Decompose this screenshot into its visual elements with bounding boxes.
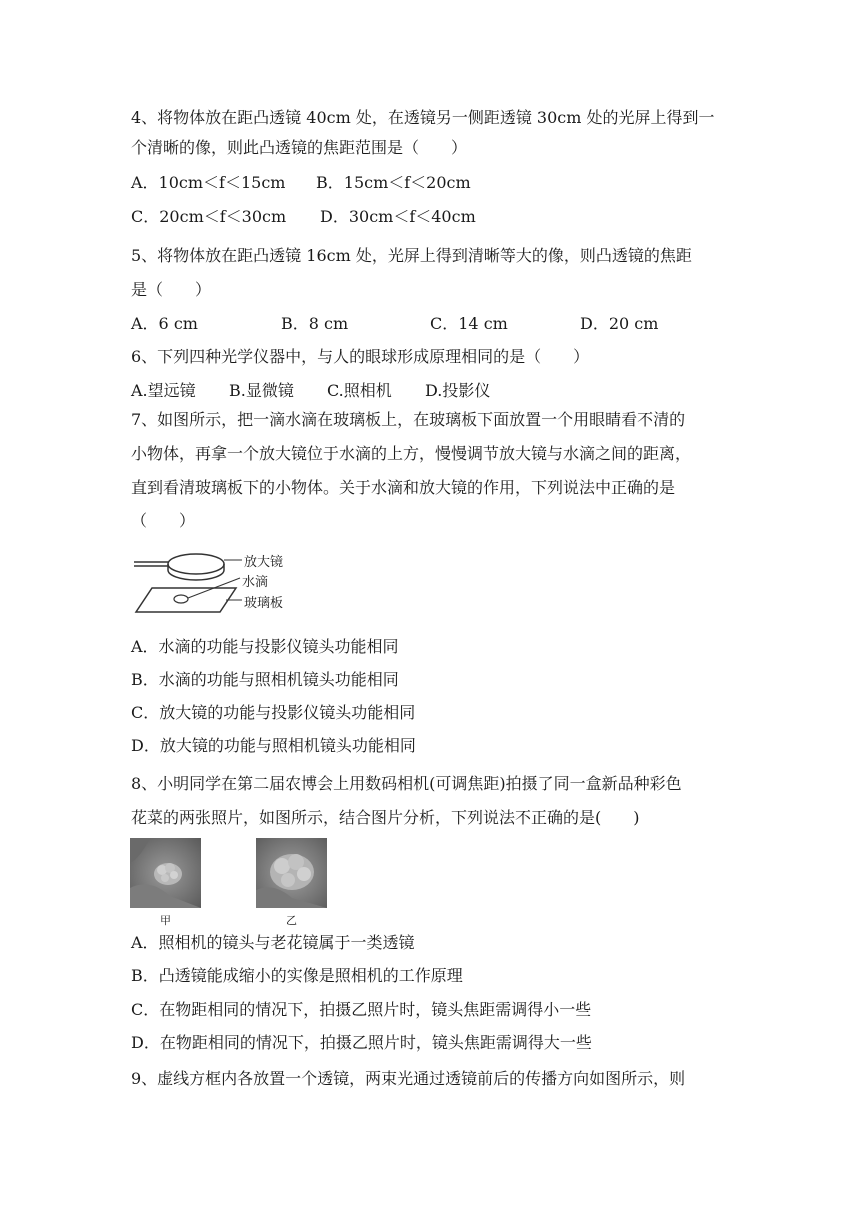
- magnifier-lens: [168, 554, 224, 574]
- q7-option-d: D．放大镜的功能与照相机镜头功能相同: [131, 736, 416, 755]
- q7-option-c: C．放大镜的功能与投影仪镜头功能相同: [131, 703, 416, 722]
- water-drop: [174, 595, 188, 603]
- q5-option-b: B．8 cm: [281, 314, 349, 333]
- q5-stem-line2: 是（ ）: [131, 280, 212, 299]
- q6-stem: 6、下列四种光学仪器中，与人的眼球形成原理相同的是（ ）: [131, 347, 590, 366]
- label-water-drop: 水滴: [242, 575, 269, 590]
- q7-stem-line1: 7、如图所示，把一滴水滴在玻璃板上，在玻璃板下面放置一个用眼睛看不清的: [131, 410, 686, 429]
- label-glass-plate: 玻璃板: [244, 596, 284, 611]
- photo-jia-image: [130, 838, 201, 908]
- caption-jia: 甲: [160, 914, 171, 927]
- q8-option-d: D．在物距相同的情况下，拍摄乙照片时，镜头焦距需调得大一些: [131, 1033, 592, 1052]
- caption-yi: 乙: [286, 914, 297, 927]
- q4-stem-line2: 个清晰的像，则此凸透镜的焦距范围是（ ）: [131, 138, 468, 157]
- photo-yi: [256, 838, 327, 908]
- q8-option-a: A．照相机的镜头与老花镜属于一类透镜: [131, 933, 415, 952]
- q9-stem-line1: 9、虚线方框内各放置一个透镜，两束光通过透镜前后的传播方向如图所示，则: [131, 1069, 686, 1088]
- photo-jia: [130, 838, 201, 908]
- q7-option-a: A．水滴的功能与投影仪镜头功能相同: [131, 637, 399, 656]
- q6-option-a: A.望远镜: [131, 381, 196, 400]
- q7-stem-line2: 小物体，再拿一个放大镜位于水滴的上方，慢慢调节放大镜与水滴之间的距离，: [131, 444, 692, 463]
- q4-stem-line1: 4、将物体放在距凸透镜 40cm 处，在透镜另一侧距透镜 30cm 处的光屏上得到一: [131, 108, 715, 127]
- q4-option-a: A．10cm＜f＜15cm: [131, 173, 286, 192]
- label-magnifier: 放大镜: [244, 555, 284, 570]
- q6-option-b: B.显微镜: [229, 381, 294, 400]
- q8-option-b: B．凸透镜能成缩小的实像是照相机的工作原理: [131, 966, 463, 985]
- q4-option-d: D．30cm＜f＜40cm: [320, 207, 476, 226]
- q8-stem-line2: 花菜的两张照片，如图所示，结合图片分析，下列说法不正确的是( ): [131, 808, 640, 827]
- photo-yi-image: [256, 838, 327, 908]
- q4-option-c: C．20cm＜f＜30cm: [131, 207, 287, 226]
- q5-stem-line1: 5、将物体放在距凸透镜 16cm 处，光屏上得到清晰等大的像，则凸透镜的焦距: [131, 246, 692, 265]
- q6-option-c: C.照相机: [327, 381, 392, 400]
- q8-option-c: C．在物距相同的情况下，拍摄乙照片时，镜头焦距需调得小一些: [131, 1000, 592, 1019]
- q5-option-a: A．6 cm: [131, 314, 198, 333]
- q6-option-d: D.投影仪: [425, 381, 491, 400]
- q4-option-b: B．15cm＜f＜20cm: [316, 173, 471, 192]
- q7-stem-line4: （ ）: [131, 511, 196, 530]
- q8-stem-line1: 8、小明同学在第二届农博会上用数码相机(可调焦距)拍摄了同一盒新品种彩色: [131, 774, 682, 793]
- q7-option-b: B．水滴的功能与照相机镜头功能相同: [131, 670, 399, 689]
- q5-option-d: D．20 cm: [580, 314, 659, 333]
- q5-option-c: C．14 cm: [430, 314, 508, 333]
- q7-stem-line3: 直到看清玻璃板下的小物体。关于水滴和放大镜的作用，下列说法中正确的是: [131, 478, 676, 497]
